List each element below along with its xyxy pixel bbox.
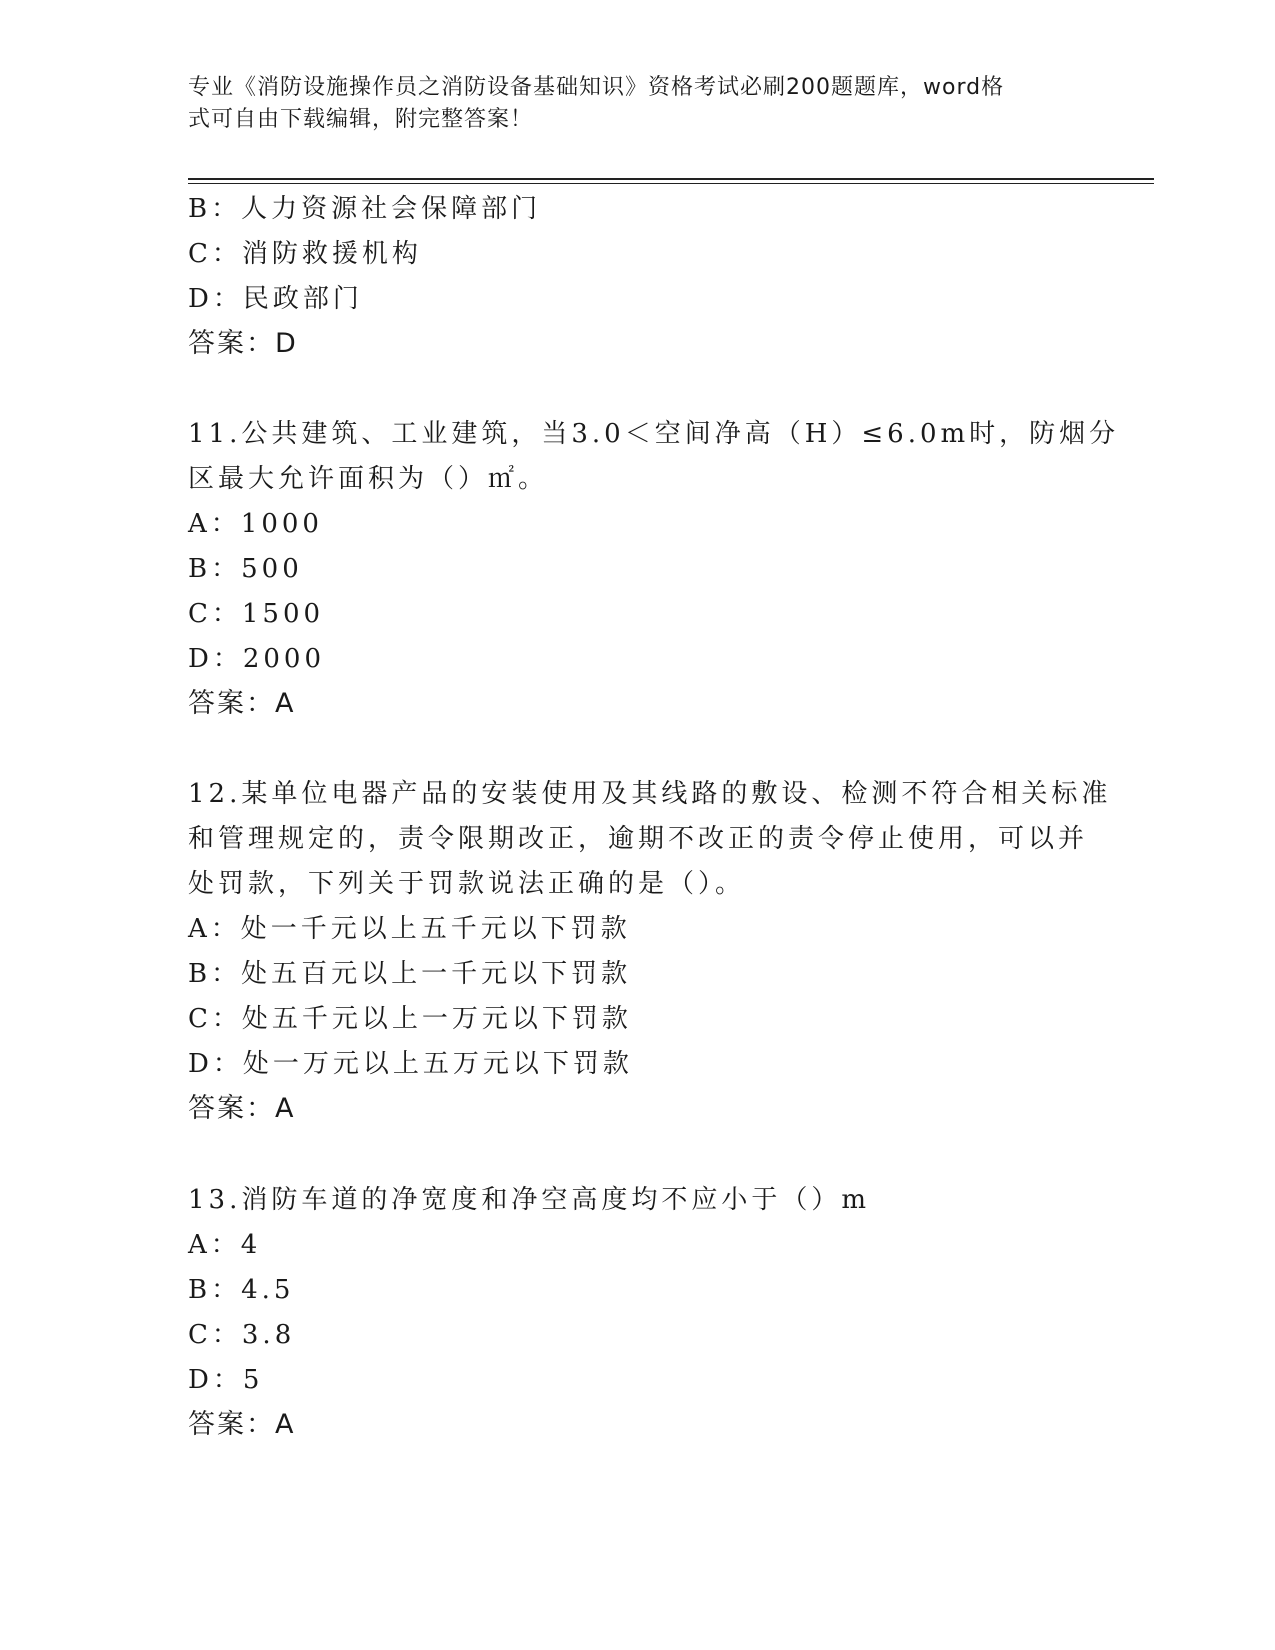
- q12-answer: 答案：A: [188, 1093, 296, 1124]
- header-line-2: 式可自由下载编辑，附完整答案！: [188, 107, 534, 132]
- q13-option-b: B：4.5: [188, 1275, 295, 1305]
- q12-stem-line-1: 12.某单位电器产品的安装使用及其线路的敷设、检测不符合相关标准: [188, 779, 1112, 809]
- q11-option-b: B：500: [188, 554, 303, 584]
- prev-option-d: D：民政部门: [188, 284, 363, 314]
- prev-answer: 答案：D: [188, 328, 298, 359]
- q11-stem-line-1: 11.公共建筑、工业建筑，当3.0＜空间净高（H）≤6.0m时，防烟分: [188, 419, 1120, 449]
- q12-stem-line-3: 处罚款，下列关于罚款说法正确的是（）。: [188, 869, 746, 899]
- q11-option-d: D：2000: [188, 644, 326, 674]
- q13-option-c: C：3.8: [188, 1320, 296, 1350]
- q13-option-a: A：4: [188, 1230, 262, 1260]
- header-divider-thick: [188, 178, 1154, 180]
- q12-option-c: C：处五千元以上一万元以下罚款: [188, 1004, 632, 1034]
- q12-stem-line-2: 和管理规定的，责令限期改正，逾期不改正的责令停止使用，可以并: [188, 824, 1089, 854]
- q13-option-d: D：5: [188, 1365, 264, 1395]
- prev-option-b: B：人力资源社会保障部门: [188, 194, 542, 224]
- q12-option-b: B：处五百元以上一千元以下罚款: [188, 959, 632, 989]
- header-line-1: 专业《消防设施操作员之消防设备基础知识》资格考试必刷200题题库，word格: [188, 75, 1005, 100]
- q13-answer: 答案：A: [188, 1409, 296, 1440]
- q12-option-a: A：处一千元以上五千元以下罚款: [188, 914, 631, 944]
- q11-answer: 答案：A: [188, 688, 296, 719]
- q12-option-d: D：处一万元以上五万元以下罚款: [188, 1049, 633, 1079]
- prev-option-c: C：消防救援机构: [188, 239, 422, 269]
- document-header: [188, 72, 1068, 136]
- q11-option-c: C：1500: [188, 599, 325, 629]
- header-divider-thin: [188, 183, 1154, 184]
- q13-stem-line-1: 13.消防车道的净宽度和净空高度均不应小于（）m: [188, 1185, 871, 1215]
- q11-stem-line-2: 区最大允许面积为（）㎡。: [188, 464, 549, 494]
- q11-option-a: A：1000: [188, 509, 323, 539]
